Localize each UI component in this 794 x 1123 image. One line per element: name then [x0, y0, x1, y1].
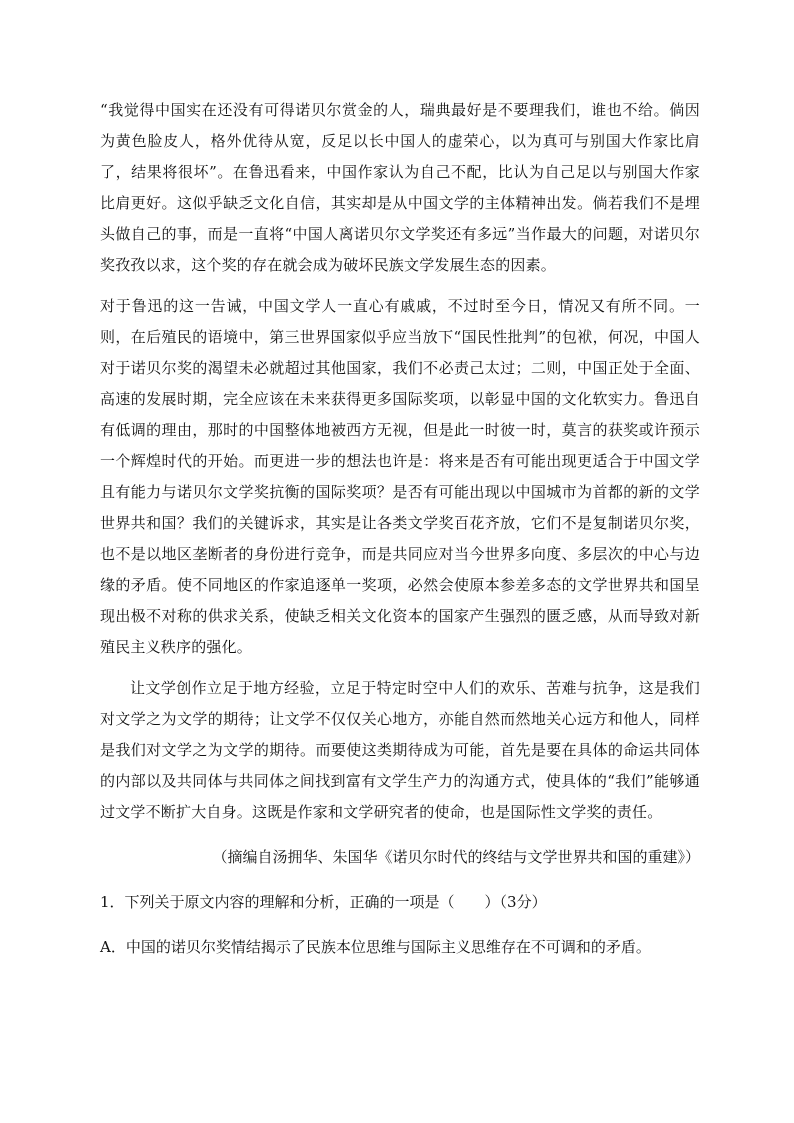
document-content: [100, 95, 700, 963]
question-stem: 1．下列关于原文内容的理解和分析，正确的一项是（ ）（3分）: [100, 893, 547, 911]
passage-paragraph-3: 让文学创作立足于地方经验，立足于特定时空中人们的欢乐、苦难与抗争，这是我们对文学之为文学的期待；让文学不仅仅关心地方，亦能自然而然地关心远方和他人，同样是我们对文学之为文学的期待。而要使这类期待成为可能，首先是要在具体的命运共同体的内部以及共同体与共同体之间找到富有文学生产力的沟通方式，使具体的“我们”能够通过文学不断扩大自身。这既是作家和文学研究者的使命，也是国际性文学奖的责任。: [100, 679, 700, 821]
passage-paragraph-1: “我觉得中国实在还没有可得诺贝尔赏金的人，瑞典最好是不要理我们，谁也不给。倘因为黄色脸皮人，格外优待从宽，反足以长中国人的虚荣心，以为真可与别国大作家比肩了，结果将很坏”。在鲁迅看来，中国作家认为自己不配，比认为自己足以与别国大作家比肩更好。这似乎缺乏文化自信，其实却是从中国文学的主体精神出发。倘若我们不是埋头做自己的事，而是一直将“中国人离诺贝尔文学奖还有多远”当作最大的问题，对诺贝尔奖孜孜以求，这个奖的存在就会成为破坏民族文学发展生态的因素。: [100, 101, 700, 274]
question-option-a: A．中国的诺贝尔奖情结揭示了民族本位思维与国际主义思维存在不可调和的矛盾。: [100, 938, 651, 956]
passage-paragraph-2: 对于鲁迅的这一告诫，中国文学人一直心有戚戚，不过时至今日，情况又有所不同。一则，在后殖民的语境中，第三世界国家似乎应当放下“国民性批判”的包袱，何况，中国人对于诺贝尔奖的渴望未必就超过其他国家，我们不必责己太过；二则，中国正处于全面、高速的发展时期，完全应该在未来获得更多国际奖项，以彰显中国的文化软实力。鲁迅自有低调的理由，那时的中国整体地被西方无视，但是此一时彼一时，莫言的获奖或许预示一个辉煌时代的开始。而更进一步的想法也许是：将来是否有可能出现更适合于中国文学且有能力与诺贝尔文学奖抗衡的国际奖项？是否有可能出现以中国城市为首都的新的文学世界共和国？我们的关键诉求，其实是让各类文学奖百花齐放，它们不是复制诺贝尔奖，也不是以地区垄断者的身份进行竞争，而是共同应对当今世界多向度、多层次的中心与边缘的矛盾。使不同地区的作家追逐单一奖项，必然会使原本参差多态的文学世界共和国呈现出极不对称的供求关系，使缺乏相关文化资本的国家产生强烈的匮乏感，从而导致对新殖民主义秩序的强化。: [100, 297, 700, 656]
passage-source: （摘编自汤拥华、朱国华《诺贝尔时代的终结与文学世界共和国的重建》）: [212, 848, 700, 866]
